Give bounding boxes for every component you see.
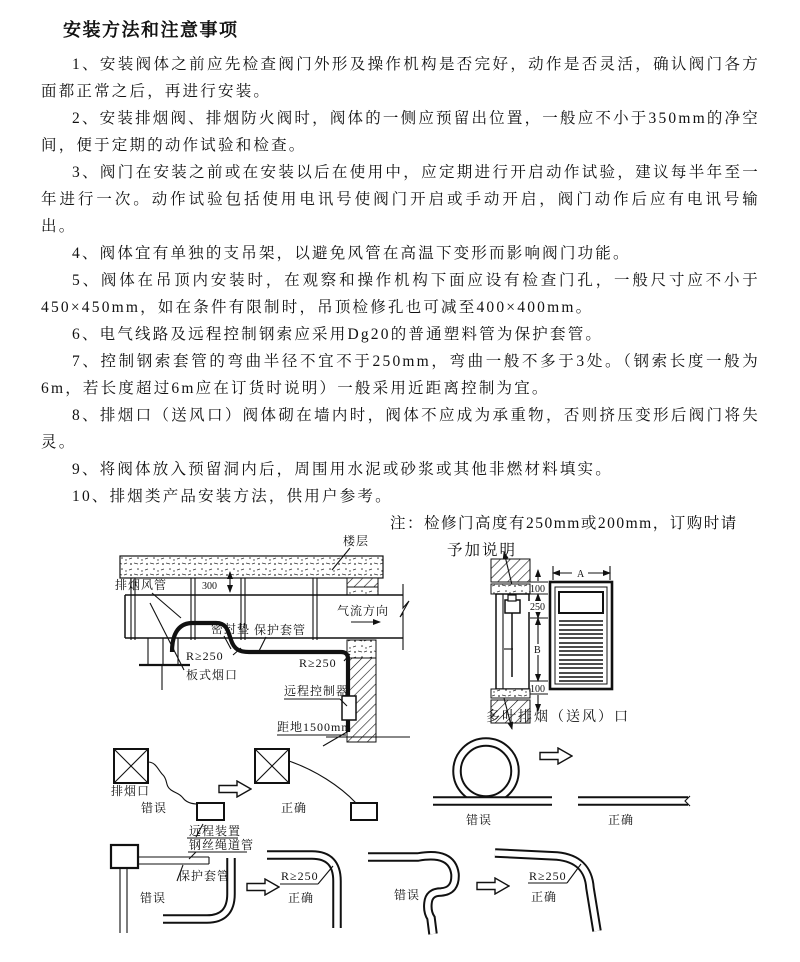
device-box: [111, 845, 138, 868]
arrow-icon: [540, 748, 572, 764]
duct-leader: [152, 593, 181, 618]
damper-caption: 多叶排烟（送风）口: [486, 710, 630, 725]
route-wrong-label: 错误: [141, 801, 168, 815]
page-title: 安装方法和注意事项: [63, 20, 239, 40]
remote-device-box-wrong: [197, 803, 224, 820]
sleeve-leader: [259, 637, 266, 651]
note-line-1: 注：检修门高度有250mm或200mm，订购时请: [390, 515, 738, 532]
vent-box-wrong: [114, 749, 148, 783]
cable-loop-diagram: [433, 742, 690, 827]
sleeve-label-2: 保护套管: [178, 869, 231, 883]
dim-bottom-100: 100: [530, 684, 545, 695]
vent-label: 排烟口: [111, 784, 151, 798]
install-diagram: [115, 533, 410, 746]
remote-device-box-right: [351, 803, 377, 820]
actuator: [505, 600, 520, 613]
duct-label: 排烟风管: [115, 578, 168, 592]
paragraph-2: 2、安装排烟阀、排烟防火阀时，阀体的一侧应预留出位置，一般应不小于350mm的净空间，便于定期的动作试验和检查。: [41, 110, 760, 154]
plate-vent: [139, 638, 190, 690]
floor-slab: [120, 556, 383, 578]
corner-radius-label: R≥250: [281, 869, 319, 883]
corner-radius-leader: [318, 866, 333, 884]
airflow-label: 气流方向: [337, 604, 390, 618]
gasket-label: 密封垫: [211, 622, 251, 636]
damper-side-view: [491, 552, 530, 729]
damper-front-view: [550, 566, 612, 689]
paragraph-6: 6、电气线路及远程控制钢索应采用Dg20的普通塑料管为保护套管。: [72, 326, 604, 343]
loop-wrong-label: 错误: [466, 813, 493, 827]
corner-wrong-label: 错误: [140, 891, 167, 905]
damper-dimensions: [528, 570, 549, 711]
paragraph-7: 7、控制钢索套管的弯曲半径不宜不于250mm，弯曲一般不多于3处。（钢索长度一般为6m，若长度超过6m应在订货时说明）一般采用近距离控制为宜。: [41, 353, 760, 397]
paragraph-1: 1、安装阀体之前应先检查阀门外形及操作机构是否完好，动作是否灵活，确认阀门各方面都正常之后，再进行安装。: [41, 56, 760, 100]
upper-wall: [347, 578, 378, 595]
dim-a: A: [577, 569, 585, 580]
conduit-corner-diagram: [111, 838, 337, 933]
damper-diagram: [486, 552, 630, 729]
paragraph-10: 10、排烟类产品安装方法，供用户参考。: [72, 488, 393, 505]
loop-right-label: 正确: [608, 813, 635, 827]
dim-top-100: 100: [530, 584, 545, 595]
smooth-cable: [289, 761, 356, 803]
plate-vent-leader: [150, 603, 184, 670]
height-label: 距地1500mm: [277, 720, 352, 734]
dim-300: 300: [202, 581, 217, 592]
radius-right-label: R≥250: [299, 656, 337, 670]
paragraph-5: 5、阀体在吊顶内安装时，在观察和操作机构下面应设有检查门孔，一般尺寸应不小于450×450mm，如在条件有限制时，吊顶检修孔也可减至400×400mm。: [41, 272, 760, 316]
paragraph-3: 3、阀门在安装之前或在安装以后在使用中，应定期进行开启动作试验，建议每半年至一年进行一次。动作试验包括使用电讯号使阀门开启或手动开启，阀门动作后应有电讯号输出。: [41, 164, 760, 235]
arrow-icon: [219, 781, 251, 797]
arrow-icon: [247, 879, 279, 895]
bend-radius-label: R≥250: [529, 869, 567, 883]
paragraph-4: 4、阀体宜有单独的支吊架，以避免风管在高温下变形而影响阀门功能。: [72, 245, 631, 262]
conduit-bend-diagram: [368, 853, 597, 934]
bend-right-label: 正确: [531, 890, 558, 904]
bend-wrong-label: 错误: [394, 888, 421, 902]
bend-radius-leader: [567, 864, 581, 883]
sleeve-label: 保护套管: [254, 623, 307, 637]
conduit-label: 钢丝绳道管: [189, 838, 255, 852]
corner-right-label: 正确: [288, 891, 315, 905]
radius-left-label: R≥250: [186, 649, 224, 663]
vent-box-right: [255, 749, 289, 783]
plate-vent-label: 板式烟口: [186, 668, 239, 682]
cable-route-diagram: [111, 749, 377, 838]
note-line-2: 予加说明: [447, 542, 518, 559]
arrow-icon: [477, 878, 509, 894]
dim-b: B: [534, 645, 541, 656]
route-right-label: 正确: [281, 801, 308, 815]
wavy-cable: [148, 762, 198, 804]
break-symbol: [400, 584, 409, 650]
paragraph-8: 8、排烟口（送风口）阀体砌在墙内时，阀体不应成为承重物，否则挤压变形后阀门将失灵。: [41, 407, 760, 451]
conduit-leader: [189, 852, 196, 859]
remote-controller-label: 远程控制器: [284, 684, 350, 698]
dim-door-250: 250: [530, 602, 545, 613]
remote-device-label: 远程装置: [189, 824, 242, 838]
rounded-elbow-pipe: [163, 858, 231, 919]
remote-controller-box: [342, 696, 356, 720]
floor-label: 楼层: [343, 534, 370, 548]
paragraph-9: 9、将阀体放入预留洞内后，周围用水泥或砂浆或其他非燃材料填实。: [72, 461, 613, 478]
